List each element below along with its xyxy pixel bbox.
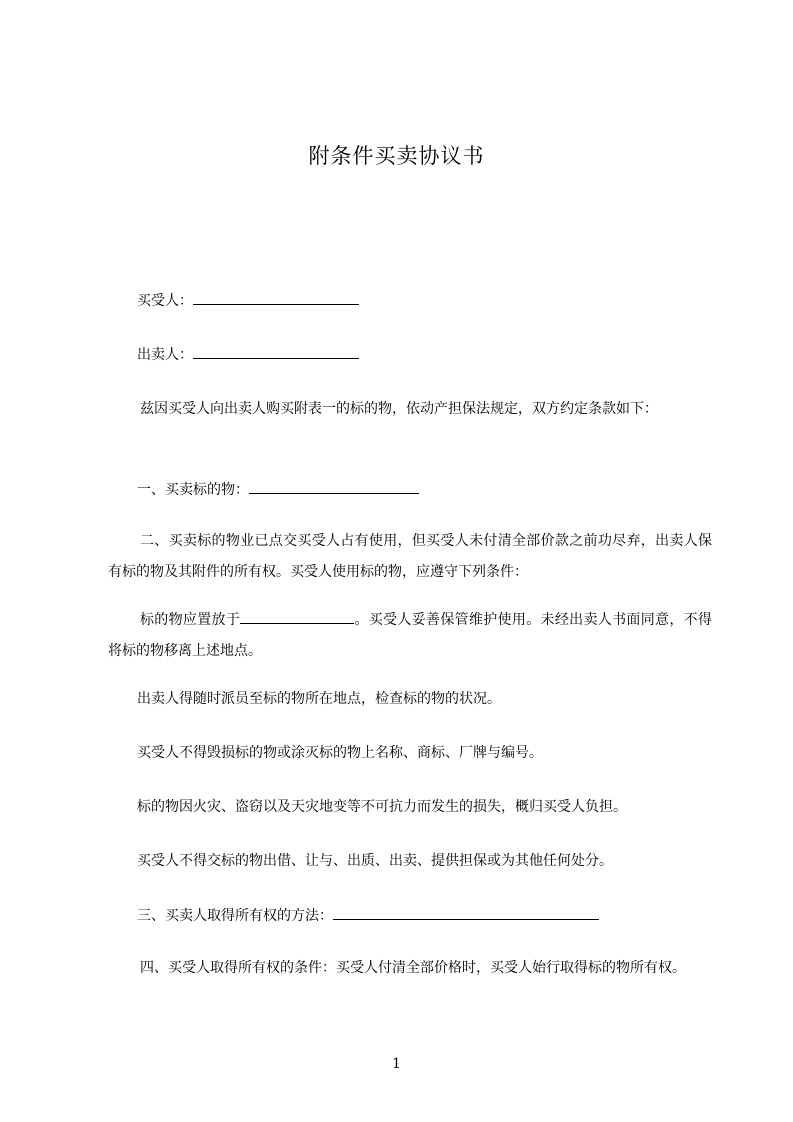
no-dispose-line: 买受人不得交标的物出借、让与、出质、出卖、提供担保或为其他任何处分。 [137, 853, 613, 869]
location-paragraph [108, 605, 712, 667]
intro-paragraph: 兹因买受人向出卖人购买附表一的标的物，依动产担保法规定，双方约定条款如下： [140, 401, 658, 417]
buyer-blank [193, 290, 359, 305]
clause1-blank [249, 479, 419, 494]
location-blank [240, 609, 354, 624]
buyer-label: 买受人： [137, 293, 193, 309]
seller-blank [193, 344, 359, 359]
clause2-paragraph: 二、买卖标的物业已点交买受人占有使用，但买受人未付清全部价款之前功尽弃，出卖人保有标的物及其附件的所有权。买受人使用标的物，应遵守下列条件： [108, 533, 712, 580]
page-number: 1 [392, 1056, 401, 1072]
seller-line [137, 344, 359, 365]
seller-label: 出卖人： [137, 347, 193, 363]
clause3-blank [333, 905, 599, 920]
clause1-line [137, 479, 419, 500]
buyer-line [137, 290, 359, 311]
inspection-line: 出卖人得随时派员至标的物所在地点，检查标的物的状况。 [137, 691, 501, 707]
document-title: 附条件买卖协议书 [308, 144, 485, 168]
location-prefix: 标的物应置放于 [140, 612, 241, 628]
location-suffix: 。买受人妥善保管维护使用。未经出卖人书面同意，不得将标的物移离上述地点。 [108, 612, 712, 659]
clause1-label: 一、买卖标的物： [137, 482, 249, 498]
clause3-label: 三、买卖人取得所有权的方法： [137, 908, 333, 924]
loss-line: 标的物因火灾、盗窃以及天灾地变等不可抗力而发生的损失，概归买受人负担。 [137, 799, 627, 815]
no-damage-line: 买受人不得毁损标的物或涂灭标的物上名称、商标、厂牌与编号。 [137, 745, 543, 761]
clause4-paragraph: 四、买受人取得所有权的条件：买受人付清全部价格时，买受人始行取得标的物所有权。 [140, 960, 686, 976]
clause3-line [137, 905, 599, 926]
